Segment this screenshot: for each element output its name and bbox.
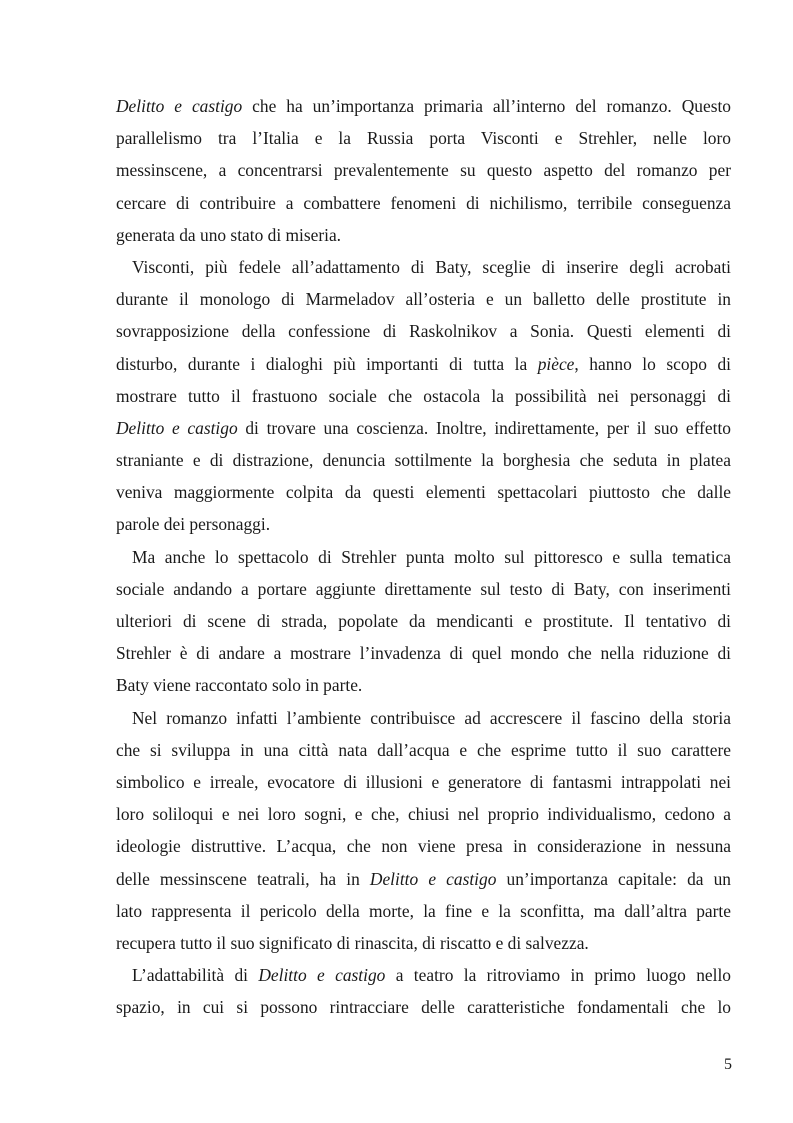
paragraph (116, 90, 731, 251)
body-text (116, 90, 731, 1023)
text-segment: veniva maggiormente colpita da questi elementi spettacolari piuttosto che dalle (116, 482, 731, 503)
text-segment: a teatro la ritroviamo in primo luogo nello (385, 965, 732, 986)
text-line (116, 122, 731, 154)
text-line (116, 637, 731, 669)
text-line (116, 154, 731, 186)
text-segment: di trovare una coscienza. Inoltre, indirettamente, per il suo effetto (237, 417, 731, 438)
text-segment: simbolico e irreale, evocatore di illusioni e generatore di fantasmi intrappolati nei (116, 771, 731, 792)
text-line (116, 187, 731, 219)
text-line (116, 412, 731, 444)
text-segment: ideologie distruttive. L’acqua, che non viene presa in considerazione in nessuna (116, 836, 731, 857)
italic-segment: Delitto e castigo (116, 417, 238, 438)
paragraph (116, 251, 731, 541)
italic-segment: pièce (537, 353, 575, 374)
text-segment: parole dei personaggi. (116, 514, 271, 535)
text-segment: parallelismo tra l’Italia e la Russia porta Visconti e Strehler, nelle loro (116, 128, 731, 149)
text-line (116, 702, 731, 734)
text-segment: Strehler è di andare a mostrare l’invadenza di quel mondo che nella riduzione di (116, 643, 731, 664)
text-segment: ulteriori di scene di strada, popolate da mendicanti e prostitute. Il tentativo di (116, 611, 731, 631)
paragraph (116, 959, 731, 1023)
text-line (116, 444, 731, 476)
text-line (116, 959, 731, 991)
text-segment: messinscene, a concentrarsi prevalentemente su questo aspetto del romanzo per (116, 160, 731, 181)
text-segment: disturbo, durante i dialoghi più importanti di tutta la (116, 353, 538, 374)
text-line (116, 734, 731, 766)
text-segment: , hanno lo scopo di (574, 353, 731, 374)
italic-segment: Delitto e castigo (116, 96, 243, 116)
text-line (116, 90, 731, 122)
text-line (116, 991, 731, 1023)
text-segment: L’adattabilità di (132, 965, 259, 986)
text-segment: Baty viene raccontato solo in parte. (116, 675, 363, 696)
text-segment: che ha un’importanza primaria all’interno del romanzo. Questo (242, 96, 731, 116)
text-line (116, 669, 731, 701)
text-line (116, 251, 731, 283)
text-line (116, 348, 731, 380)
text-line (116, 283, 731, 315)
text-line (116, 315, 731, 347)
text-segment: Nel romanzo infatti l’ambiente contribuisce ad accrescere il fascino della storia (132, 707, 731, 728)
text-segment: sovrapposizione della confessione di Raskolnikov a Sonia. Questi elementi di (116, 321, 731, 342)
text-line (116, 895, 731, 927)
text-line (116, 541, 731, 573)
text-segment: durante il monologo di Marmeladov all’osteria e un balletto delle prostitute in (116, 289, 731, 310)
text-segment: lato rappresenta il pericolo della morte, la fine e la sconfitta, ma dall’altra parte (116, 900, 731, 921)
text-segment: Visconti, più fedele all’adattamento di Baty, sceglie di inserire degli acrobati (132, 256, 731, 277)
text-line (116, 927, 731, 959)
paragraph (116, 702, 731, 960)
text-segment: spazio, in cui si possono rintracciare delle caratteristiche fondamentali che lo (116, 997, 731, 1018)
text-segment: loro soliloqui e nei loro sogni, e che, chiusi nel proprio individualismo, cedono a (116, 804, 731, 825)
text-segment: che si sviluppa in una città nata dall’acqua e che esprime tutto il suo carattere (116, 739, 731, 760)
text-line (116, 476, 731, 508)
text-segment: straniante e di distrazione, denuncia sottilmente la borghesia che seduta in platea (116, 450, 731, 471)
text-line (116, 798, 731, 830)
text-segment: cercare di contribuire a combattere fenomeni di nichilismo, terribile conseguenza (116, 192, 731, 213)
text-segment: sociale andando a portare aggiunte direttamente sul testo di Baty, con inserimenti (116, 578, 731, 599)
italic-segment: Delitto e castigo (258, 965, 386, 986)
text-line (116, 605, 731, 637)
italic-segment: Delitto e castigo (369, 868, 497, 889)
text-segment: Ma anche lo spettacolo di Strehler punta molto sul pittoresco e sulla tematica (132, 546, 731, 567)
text-segment: delle messinscene teatrali, ha in (116, 868, 370, 889)
text-line (116, 219, 731, 251)
text-segment: generata da uno stato di miseria. (116, 224, 342, 245)
text-line (116, 573, 731, 605)
text-segment: un’importanza capitale: da un (496, 868, 732, 889)
text-line (116, 863, 731, 895)
text-line (116, 830, 731, 862)
text-segment: recupera tutto il suo significato di rinascita, di riscatto e di salvezza. (116, 932, 589, 953)
page-number: 5 (724, 1056, 732, 1073)
paragraph (116, 541, 731, 702)
text-line (116, 508, 731, 540)
text-line (116, 766, 731, 798)
text-segment: mostrare tutto il frastuono sociale che ostacola la possibilità nei personaggi di (116, 385, 731, 406)
text-line (116, 380, 731, 412)
